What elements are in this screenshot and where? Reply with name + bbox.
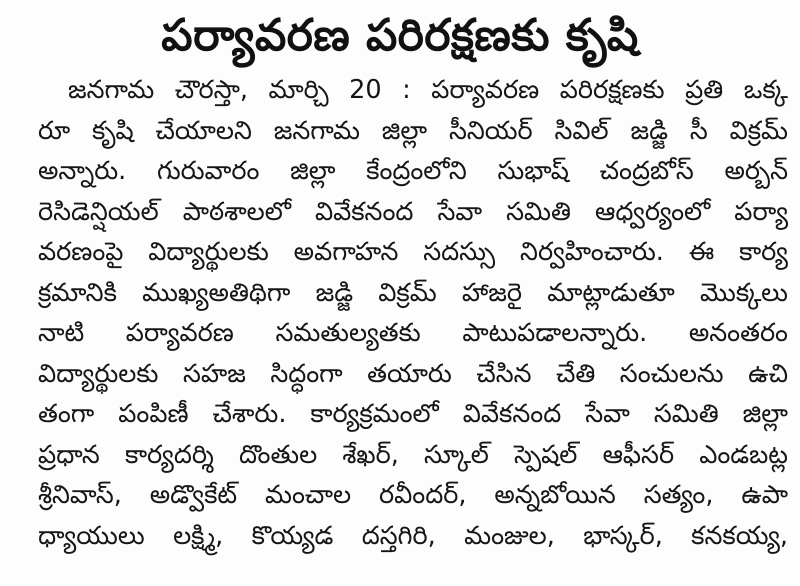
article-line: నాటి పర్యావరణ సమతుల్యతకు పాటుపడాలన్నారు. అనంతరం bbox=[38, 318, 788, 348]
article-line: ధ్యాయులు లక్ష్మి, కొయ్యడ దస్తగిరి, మంజుల, భాస్కర్, కనకయ్య, bbox=[38, 520, 788, 551]
article-headline: పర్యావరణ పరిరక్షణకు కృషి bbox=[161, 10, 639, 61]
article-line: విద్యార్థులకు సహజ సిద్ధంగా తయారు చేసిన చేతి సంచులను ఉచి bbox=[38, 358, 788, 389]
article-line: అన్నారు. గురువారం జిల్లా కేంద్రంలోని సుభాష్ చంద్రబోస్ అర్బన్ bbox=[38, 156, 788, 186]
article-line: క్రమానికి ముఖ్యఅతిథిగా జడ్జి విక్రమ్ హాజరై మాట్లాడుతూ మొక్కలు bbox=[38, 277, 788, 308]
article-line: శ్రీనివాస్, అడ్వొకేట్ మంచాల రవీందర్, అన్నబోయిన సత్యం, ఉపా bbox=[38, 480, 788, 510]
article-line: రెసిడెన్షియల్ పాఠశాలలో వివేకనంద సేవా సమితి ఆధ్వర్యంలో పర్యా bbox=[38, 196, 788, 227]
article-body bbox=[38, 70, 788, 556]
article-line: తంగా పంపిణీ చేశారు. కార్యక్రమంలో వివేకనంద సేవా సమితి జిల్లా bbox=[38, 399, 788, 429]
article-line: ప్రధాన కార్యదర్శి దొంతుల శేఖర్, స్కూల్ స్పెషల్ ఆఫీసర్ ఎండబట్ల bbox=[38, 439, 788, 470]
article-line: జనగామ చౌరస్తా, మార్చి 20 : పర్యావరణ పరిరక్షణకు ప్రతి ఒక్క bbox=[68, 75, 788, 105]
article-line: రూ కృషి చేయాలని జనగామ జిల్లా సీనియర్ సివిల్ జడ్జి సీ విక్రమ్ bbox=[38, 115, 788, 146]
article-line: వరణంపై విద్యార్థులకు అవగాహన సదస్సు నిర్వహించారు. ఈ కార్య bbox=[38, 237, 788, 267]
